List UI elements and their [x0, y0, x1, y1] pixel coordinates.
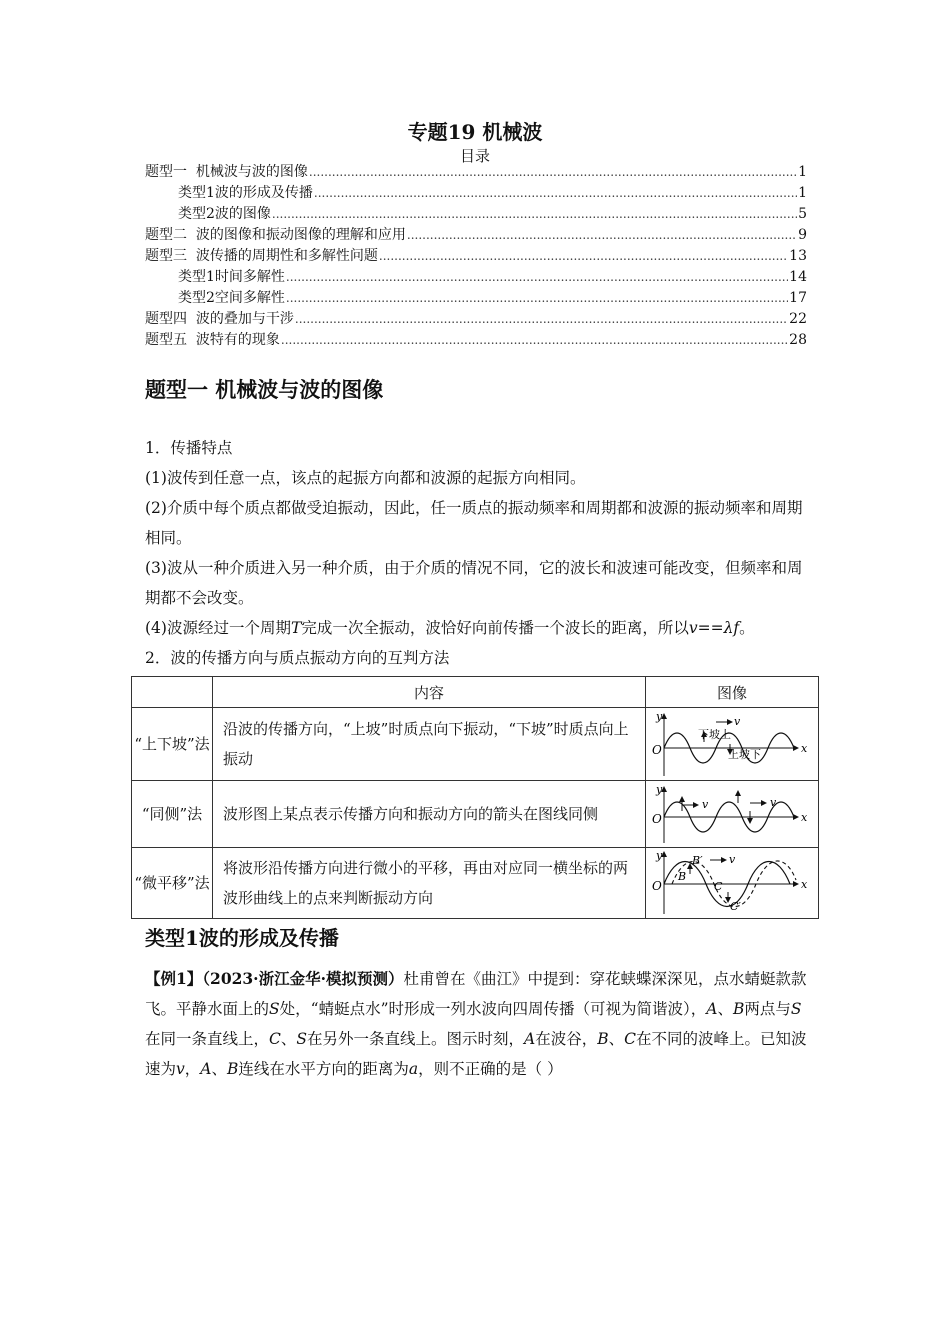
symbol-C: C [269, 1030, 281, 1048]
y-axis-label: y [656, 783, 663, 796]
toc-leader [407, 225, 797, 246]
toc-entry-page: 13 [789, 248, 807, 264]
toc-heading: 目录 [459, 147, 490, 165]
toc-entry-text: 题型四 波的叠加与干涉 [145, 311, 294, 327]
method-description: 沿波的传播方向，“上坡”时质点向下振动，“下坡”时质点向上振动 [213, 708, 646, 781]
text-run: 在波谷， [535, 1030, 598, 1048]
table-row [132, 781, 819, 848]
velocity-label: v [734, 715, 741, 728]
point-b-prime-label: B′ [692, 854, 703, 867]
paragraph: 2．波的传播方向与质点振动方向的互判方法 [145, 649, 450, 667]
text-run: 、 [211, 1060, 228, 1078]
document-title: 专题19 机械波 [407, 120, 543, 144]
section-heading: 题型一 机械波与波的图像 [145, 377, 384, 402]
toc-leader [286, 288, 788, 309]
toc-entry[interactable] [145, 309, 807, 330]
example-label: 【例1】 [145, 969, 203, 988]
toc-entry[interactable] [145, 267, 807, 288]
text-run: 在同一条直线上， [145, 1030, 270, 1048]
subsection-heading: 类型1波的形成及传播 [145, 926, 339, 950]
method-description: 波形图上某点表示传播方向和振动方向的箭头在图线同侧 [213, 781, 646, 848]
toc-entry[interactable] [145, 204, 807, 225]
text-run: ，则不正确的是（ ） [418, 1060, 563, 1078]
symbol-B: B [732, 1000, 745, 1018]
point-b-label: B [678, 870, 687, 883]
text-run: 、 [608, 1030, 625, 1048]
method-figure-cell [646, 848, 819, 919]
text-run: 、 [280, 1030, 297, 1048]
toc-entry[interactable] [145, 246, 807, 267]
toc-entry-text: 题型三 波传播的周期性和多解性问题 [145, 248, 378, 264]
text-run: 处，“蜻蜓点水”时形成一列水波向四周传播（可视为简谐波）， [279, 1000, 707, 1018]
symbol-A: A [524, 1030, 536, 1048]
toc-entry[interactable] [145, 288, 807, 309]
same-side-wave-figure [646, 781, 816, 847]
header-cell-empty [132, 677, 213, 708]
toc-entry-text: 类型1波的形成及传播 [178, 185, 313, 201]
toc-entry-page: 9 [798, 227, 807, 243]
velocity-label: v [702, 798, 709, 811]
toc-entry[interactable] [145, 183, 807, 204]
paragraph: (1)波传到任意一点，该点的起振方向都和波源的起振方向相同。 [145, 469, 586, 487]
toc-entry-page: 28 [789, 332, 807, 348]
paragraph [145, 613, 808, 643]
symbol-v: v [688, 619, 698, 637]
point-c-label: C [714, 880, 723, 893]
method-description: 将波形沿传播方向进行微小的平移，再由对应同一横坐标的两波形曲线上的点来判断振动方向 [213, 848, 646, 919]
velocity-label: v [770, 796, 777, 809]
method-name: “微平移”法 [132, 848, 213, 919]
text-run: == [697, 619, 724, 637]
method-figure-cell [646, 781, 819, 848]
table-row [132, 708, 819, 781]
symbol-S: S [296, 1030, 308, 1048]
symbol-B: B [597, 1030, 609, 1048]
toc-entry-text: 题型一 机械波与波的图像 [145, 164, 308, 180]
toc-leader [314, 183, 797, 204]
text-run: (4)波源经过一个周期 [145, 619, 291, 637]
toc-entry[interactable] [145, 162, 807, 183]
example-1-paragraph [145, 964, 808, 1084]
origin-label: O [652, 743, 662, 757]
micro-shift-wave-figure [646, 848, 816, 918]
toc-entry[interactable] [145, 330, 807, 351]
method-table [131, 676, 819, 919]
toc-leader [281, 330, 788, 351]
text-run: 完成一次全振动，波恰好向前传播一个波长的距离，所以 [301, 619, 689, 637]
paragraph: (2)介质中每个质点都做受迫振动，因此，任一质点的振动频率和周期都和波源的振动频率和周期相同。 [145, 499, 803, 547]
table-header-row [132, 677, 819, 708]
uphill-downhill-wave-figure [646, 708, 816, 780]
symbol-S: S [269, 1000, 280, 1018]
example-source: （2023·浙江金华·模拟预测） [202, 969, 404, 988]
uphill-down-label: 上坡下 [728, 748, 761, 761]
toc-entry-page: 22 [789, 311, 807, 327]
symbol-S: S [790, 1000, 802, 1018]
header-cell-content: 内容 [213, 677, 646, 708]
x-axis-label: x [801, 811, 808, 824]
toc-leader [309, 162, 797, 183]
paragraph: 1．传播特点 [145, 439, 233, 457]
text-run: ， [184, 1060, 201, 1078]
text-run: 在不同的波峰上。已知波速为 [145, 1030, 807, 1078]
header-cell-image: 图像 [646, 677, 819, 708]
origin-label: O [652, 812, 662, 826]
point-c-prime-label: C′ [730, 900, 741, 913]
text-run: 连线在水平方向的距离为 [238, 1060, 409, 1078]
symbol-lambda-f: λf [723, 619, 740, 637]
method-name: “上下坡”法 [132, 708, 213, 781]
symbol-A: A [200, 1060, 212, 1078]
toc-entry-page: 14 [789, 269, 807, 285]
toc-entry-text: 类型1时间多解性 [178, 269, 285, 285]
x-axis-label: x [801, 878, 808, 891]
toc-entry-page: 1 [798, 164, 807, 180]
toc-leader [295, 309, 788, 330]
velocity-label: v [729, 853, 736, 866]
text-run: 在另外一条直线上。图示时刻， [307, 1030, 525, 1048]
table-row [132, 848, 819, 919]
table-of-contents [145, 162, 807, 351]
toc-entry-page: 17 [789, 290, 807, 306]
symbol-B: B [227, 1060, 239, 1078]
method-figure-cell [646, 708, 819, 781]
text-run: 、 [717, 1000, 733, 1018]
toc-entry-page: 1 [798, 185, 807, 201]
symbol-a: a [408, 1060, 419, 1078]
symbol-C: C [624, 1030, 637, 1048]
symbol-A: A [706, 1000, 718, 1018]
toc-leader [379, 246, 788, 267]
method-name: “同侧”法 [132, 781, 213, 848]
toc-entry-text: 题型五 波特有的现象 [145, 332, 280, 348]
symbol-T: T [290, 619, 302, 637]
x-axis-label: x [801, 742, 808, 755]
toc-entry-text: 题型二 波的图像和振动图像的理解和应用 [145, 227, 406, 243]
toc-entry-text: 类型2空间多解性 [178, 290, 285, 306]
origin-label: O [652, 879, 662, 893]
text-run: 。 [739, 619, 755, 637]
toc-leader [286, 267, 788, 288]
downhill-up-label: 下坡上 [698, 728, 731, 741]
symbol-v: v [176, 1060, 185, 1078]
text-run: 两点与 [744, 1000, 791, 1018]
text-run: 杜甫曾在《曲江》中提到：穿花蛱蝶深深见，点水蜻蜓款款飞。平静水面上的 [145, 970, 807, 1018]
paragraph: (3)波从一种介质进入另一种介质，由于介质的情况不同，它的波长和波速可能改变，但频率和周期都不会改变。 [145, 559, 803, 607]
toc-entry[interactable] [145, 225, 807, 246]
toc-entry-page: 5 [798, 206, 807, 222]
toc-entry-text: 类型2波的图像 [178, 206, 271, 222]
y-axis-label: y [656, 710, 663, 723]
toc-leader [272, 204, 797, 225]
y-axis-label: y [656, 849, 663, 862]
